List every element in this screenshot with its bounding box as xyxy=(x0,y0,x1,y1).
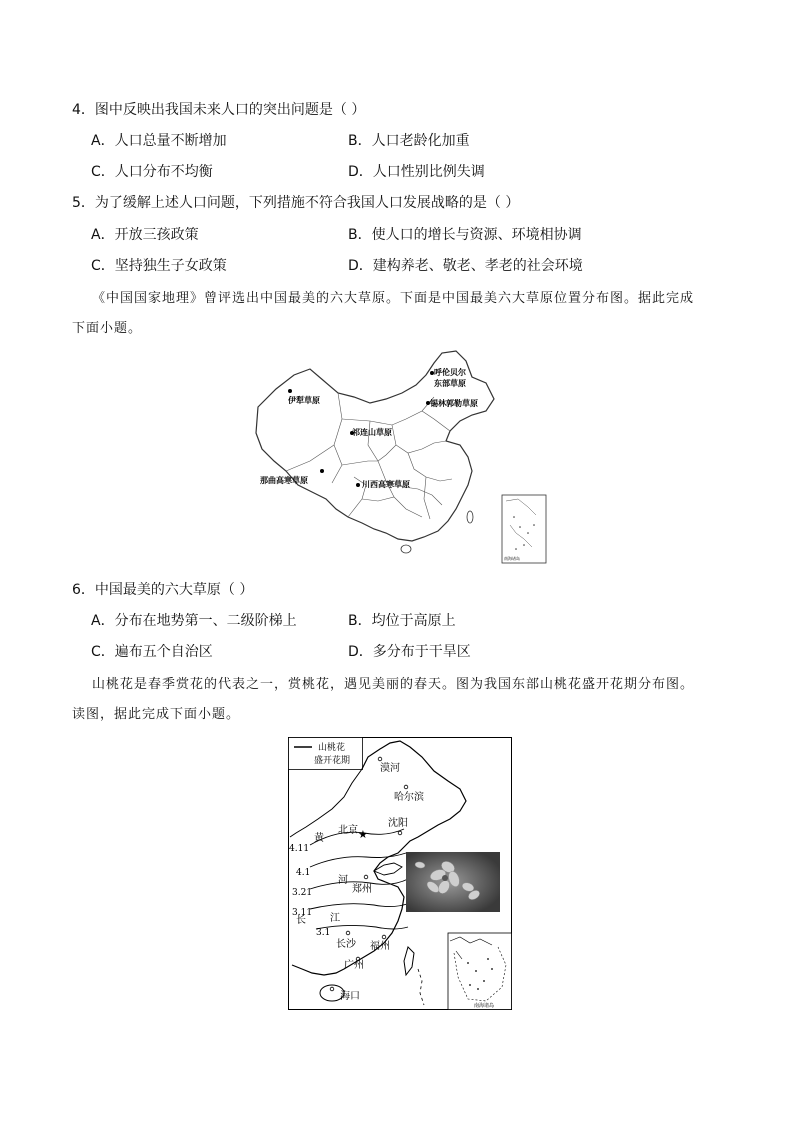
q5-stem: 5．为了缓解上述人口问题，下列措施不符合我国人口发展战略的是（ ） xyxy=(72,195,520,211)
label-chuanxi: 川西高寒草原 xyxy=(362,480,410,489)
q5-option-b: B．使人口的增长与资源、环境相协调 xyxy=(348,227,582,243)
isoline-label-3: 3.21 xyxy=(292,888,313,898)
q5-option-c: C．坚持独生子女政策 xyxy=(91,258,227,274)
q6-option-a: A．分布在地势第一、二级阶梯上 xyxy=(91,613,297,629)
taiwan-island xyxy=(467,511,473,523)
legend-text-2: 盛开花期 xyxy=(314,756,351,766)
isoline-label-1: 4.11 xyxy=(289,844,310,854)
q6-stem: 6．中国最美的六大草原（ ） xyxy=(72,582,254,598)
q6-option-c: C．遍布五个自治区 xyxy=(91,644,213,660)
isoline-label-4: 3.11 xyxy=(292,908,313,918)
grassland-map xyxy=(246,349,548,565)
label-hulunbuir-2: 东部草原 xyxy=(434,379,466,388)
map2-inset-frame xyxy=(448,933,512,1010)
inset-label: 南海诸岛 xyxy=(504,556,520,561)
city-changsha: 长沙 xyxy=(336,939,356,950)
isoline-label-5: 3.1 xyxy=(316,928,331,938)
yili-marker xyxy=(288,389,292,393)
inset-frame xyxy=(502,495,546,563)
intro1-line1: 《中国国家地理》曾评选出中国最美的六大草原。下面是中国最美六大草原位置分布图。据此完成 xyxy=(92,291,695,306)
city-shenyang: 沈阳 xyxy=(388,818,408,829)
q5-option-a: A．开放三孩政策 xyxy=(91,227,199,243)
peach-blossom-photo xyxy=(406,852,500,912)
q4-option-a: A．人口总量不断增加 xyxy=(91,133,227,149)
intro2-line2: 读图，据此完成下面小题。 xyxy=(72,707,241,722)
city-harbin: 哈尔滨 xyxy=(394,792,424,803)
label-yili: 伊犁草原 xyxy=(288,396,320,405)
q6-option-b: B．均位于高原上 xyxy=(348,613,456,629)
q6-option-d: D．多分布于干旱区 xyxy=(348,644,471,660)
river-he: 河 xyxy=(338,875,348,886)
hainan-island xyxy=(401,545,411,553)
city-zhengzhou: 郑州 xyxy=(352,884,372,895)
label-hulunbuir-1: 呼伦贝尔 xyxy=(434,368,466,377)
map2-inset-label: 南海诸岛 xyxy=(474,1003,495,1009)
intro2-line1: 山桃花是春季赏花的代表之一，赏桃花，遇见美丽的春天。图为我国东部山桃花盛开花期分布图。 xyxy=(92,677,695,692)
city-beijing: 北京 xyxy=(338,825,358,836)
peach-blossom-map xyxy=(288,737,512,1011)
river-jiang: 江 xyxy=(330,913,340,924)
blossom-center xyxy=(442,875,448,881)
city-haikou: 海口 xyxy=(340,991,360,1002)
q4-option-b: B．人口老龄化加重 xyxy=(348,133,470,149)
chuanxi-marker xyxy=(356,483,360,487)
q5-option-d: D．建构养老、敬老、孝老的社会环境 xyxy=(348,258,583,274)
river-huang: 黄 xyxy=(314,833,324,844)
label-nagqu: 那曲高寒草原 xyxy=(260,476,308,485)
label-xilingol: 锡林郭勒草原 xyxy=(430,399,478,408)
q4-stem: 4．图中反映出我国未来人口的突出问题是（ ） xyxy=(72,102,366,118)
city-fuzhou: 福州 xyxy=(370,941,390,952)
city-beijing-star: ★ xyxy=(358,828,368,841)
intro1-line2: 下面小题。 xyxy=(72,321,143,336)
legend-text-1: 山桃花 xyxy=(318,743,346,753)
nagqu-marker xyxy=(320,469,324,473)
grassland-map-svg xyxy=(246,349,548,565)
peach-blossom-map-svg xyxy=(288,737,512,1011)
city-guangzhou: 广州 xyxy=(344,960,364,971)
city-mohe: 漠河 xyxy=(380,763,400,774)
river-chang: 长 xyxy=(296,915,306,926)
isoline-label-2: 4.1 xyxy=(296,868,311,878)
label-qilian: 祁连山草原 xyxy=(352,428,392,437)
province-borders xyxy=(286,393,452,519)
q4-option-c: C．人口分布不均衡 xyxy=(91,164,213,180)
q4-option-d: D．人口性别比例失调 xyxy=(348,164,485,180)
